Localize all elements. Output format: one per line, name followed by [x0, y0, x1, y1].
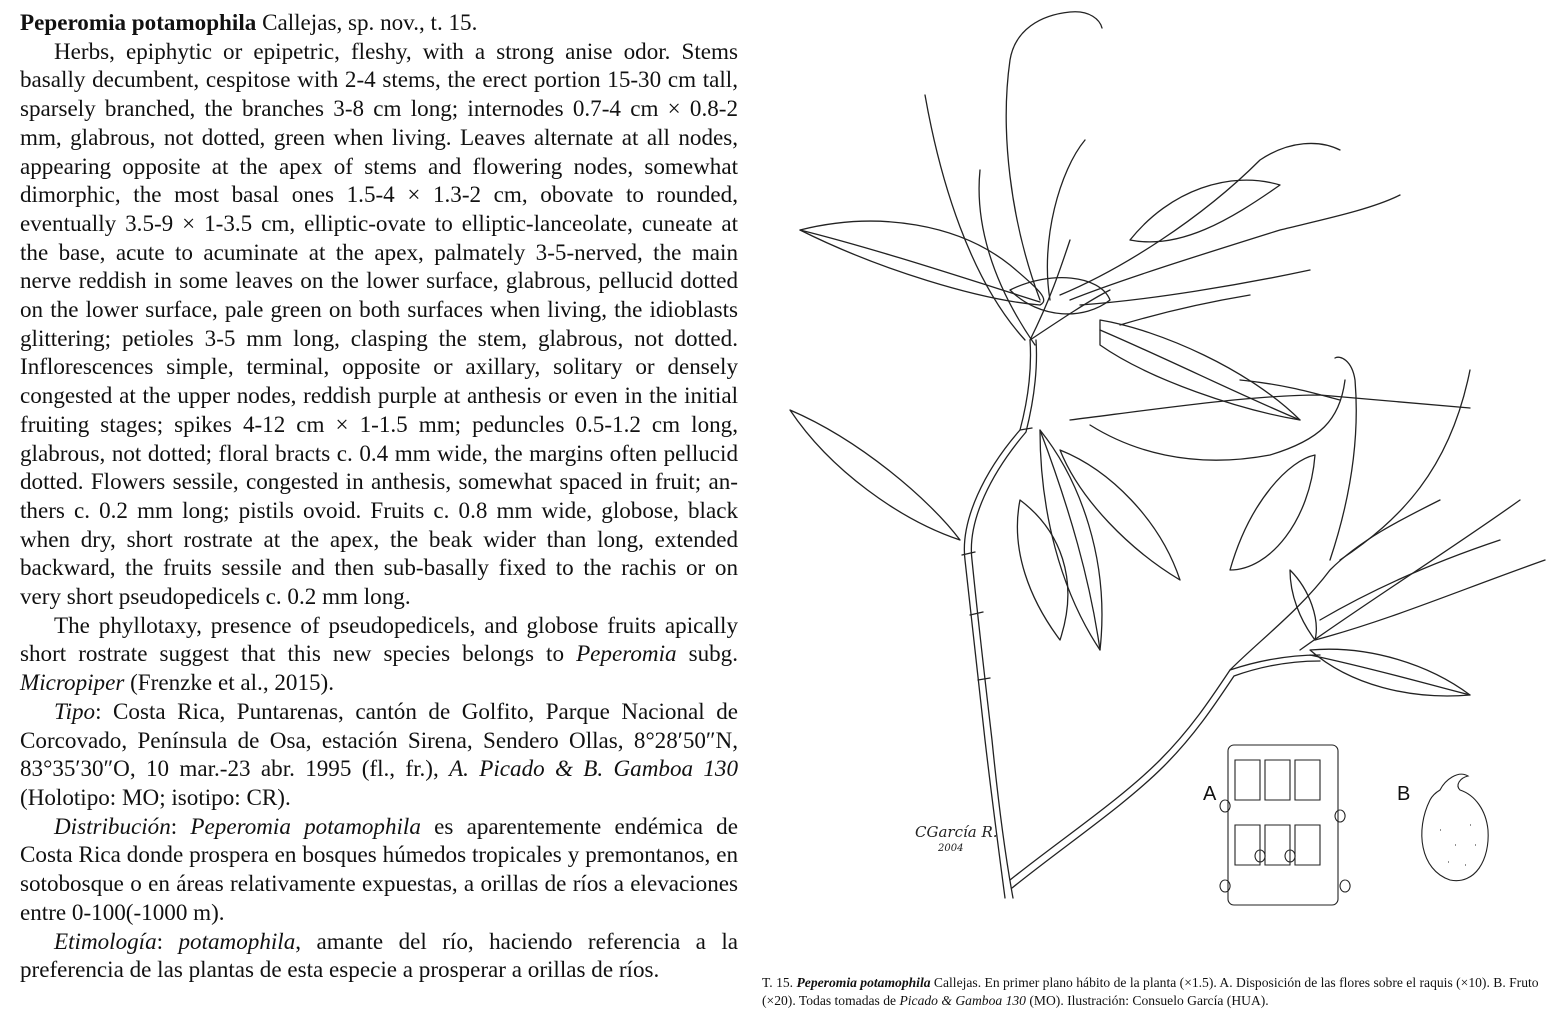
etymology-text: , amante del río, haciendo referencia a la preferencia de las plantas de esta especie a prosperar a orillas de ríos. [20, 927, 738, 983]
etymology-sep: : [156, 927, 179, 954]
spike [1006, 12, 1102, 300]
phyllotaxy-citation: (Frenzke et al., 2015). [124, 669, 335, 696]
etymology-label: Etimología [54, 927, 157, 954]
panel-label-a: A [1203, 783, 1217, 805]
leaf [1017, 500, 1067, 640]
detail-a-flowers [1235, 760, 1320, 865]
phyllotaxy-text: The phyllotaxy, presence of pseudopedicels, and globose fruits apically short rostrate suggest that this new species belongs to [20, 611, 738, 667]
panel-label-b: B [1397, 783, 1411, 805]
caption-credit: (MO). Ilustración: Consuelo García (HUA). [1025, 993, 1269, 1008]
tipo-collector: A. Picado & B. Gamboa 130 [449, 755, 739, 782]
illustration-year: 2004 [938, 843, 964, 854]
leaf-vein [1100, 330, 1300, 420]
leaf [800, 221, 1044, 305]
leaf [1230, 455, 1315, 570]
spike [1315, 560, 1545, 640]
phyllotaxy-subg-name: Micropiper [20, 669, 125, 696]
distribution-sep: : [170, 812, 191, 839]
detail-a-anthers [1220, 800, 1350, 892]
figure-caption [762, 974, 1552, 1010]
caption-prefix: T. 15. [762, 975, 797, 990]
phyllotaxy-paragraph [20, 611, 738, 697]
distribution-paragraph [20, 812, 738, 927]
caption-collector: Picado & Gamboa 130 [899, 993, 1026, 1008]
botanical-illustration [760, 0, 1556, 965]
spike [1090, 380, 1345, 460]
species-name-heading: Peperomia potamophila [20, 9, 257, 35]
heading-authority: Callejas, sp. nov., t. 15. [256, 9, 478, 35]
leaf [1060, 450, 1180, 580]
tipo-text: : Costa Rica, Puntarenas, cantón de Golfito, Parque Nacional de Corcovado, Península de Osa, estación Sirena, Sendero Ollas, 8°28′50″N, 83°35′30″O, 10 mar.-23 abr. 1995 (fl., fr.), [20, 697, 738, 782]
lower-branch [1010, 655, 1320, 880]
right-branch [1230, 500, 1440, 670]
etymology-word: potamophila [178, 927, 296, 954]
leaf-vein [1040, 430, 1100, 650]
stem-node [962, 428, 1032, 680]
leaf [1290, 570, 1316, 640]
plant-drawing [760, 0, 1556, 965]
spike [1047, 140, 1085, 300]
detail-b-dots [1440, 825, 1476, 865]
species-heading [20, 8, 738, 37]
etymology-paragraph [20, 927, 738, 984]
leaf [790, 410, 960, 540]
distribution-species: Peperomia potamophila [190, 812, 421, 839]
phyllotaxy-genus: Peperomia [576, 640, 677, 667]
spike [1320, 540, 1500, 620]
description-paragraph: Herbs, epiphytic or epipetric, fleshy, with a strong anise odor. Stems basally decumbent, cespitose with 2-4 stems, the erect portion 15-30 cm tall, sparsely branched, the branches 3-8 cm long; internodes 0.7-4 cm × 0.8-2 mm, glabrous, not dotted, green when living. Leaves alternate at all nodes, appearing opposite at the apex of stems and flowering nodes, somewhat dimorphic, the most basal ones 1.5-4 × 1.3-2 cm, obovate to rounded, eventually 3.5-9 × 1-3.5 cm, elliptic-ovate to elliptic-lanceolate, cuneate at the base, acute to acuminate at the apex, palmately 3-5-nerved, the main nerve reddish in some leaves on the lower surface, glabrous, pellucid dotted on the lower surface, pale green on both surfaces when living, the idioblasts glittering; petioles 3-5 mm long, clasping the stem, glabrous, not dotted. Inflorescences simple, terminal, opposite or axillary, solitary or densely congested at the upper nodes, reddish purple at anthesis or even in the initial fruiting stages; spikes 4-12 cm × 1-1.5 mm; peduncles 0.5-1.2 cm long, glabrous, not dotted; floral bracts c. 0.4 mm wide, the margins often pellucid dotted. Flowers sessile, congested in anthesis, somewhat spaced in fruit; anthers c. 0.2 mm long; pistils ovoid. Fruits c. 0.8 mm wide, globose, black when dry, short rostrate at the apex, the beak wider than long, extended backward, the fruits sessile and then sub-basally fixed to the rachis or on very short pseudopedicels c. 0.2 mm long. [20, 37, 738, 610]
spike [1080, 270, 1310, 305]
illustrator-signature: CGarcía R. [915, 823, 998, 841]
spike [1240, 380, 1340, 400]
leaf [1010, 278, 1110, 314]
caption-species: Peperomia potamophila [796, 975, 931, 990]
detail-b-fruit [1422, 774, 1488, 880]
main-stem-outline [971, 340, 1036, 898]
leaf [1100, 320, 1300, 420]
caption-text: Callejas. En primer plano hábito de la planta (×1.5). A. Disposición de las flores sobre el raquis (×10). B. Fruto (×20). Todas tomadas de [762, 975, 1539, 1008]
leaf [1130, 180, 1280, 242]
lower-branch-outline [1012, 661, 1320, 888]
main-stem [964, 340, 1030, 898]
tipo-paragraph [20, 697, 738, 812]
tipo-label: Tipo [54, 697, 96, 724]
distribution-text: es aparentemente endémica de Costa Rica donde prospera en bosques húmedos tropicales y premontanos, en sotobosque o en áreas relativamente expuestas, a orillas de ríos a elevaciones entre 0-100(-1000 m). [20, 812, 738, 925]
phyllotaxy-subg: subg. [676, 640, 738, 667]
distribution-label: Distribución [54, 812, 171, 839]
tipo-end: (Holotipo: MO; isotipo: CR). [20, 783, 291, 810]
leaf [1040, 430, 1102, 650]
article-text [20, 8, 738, 984]
